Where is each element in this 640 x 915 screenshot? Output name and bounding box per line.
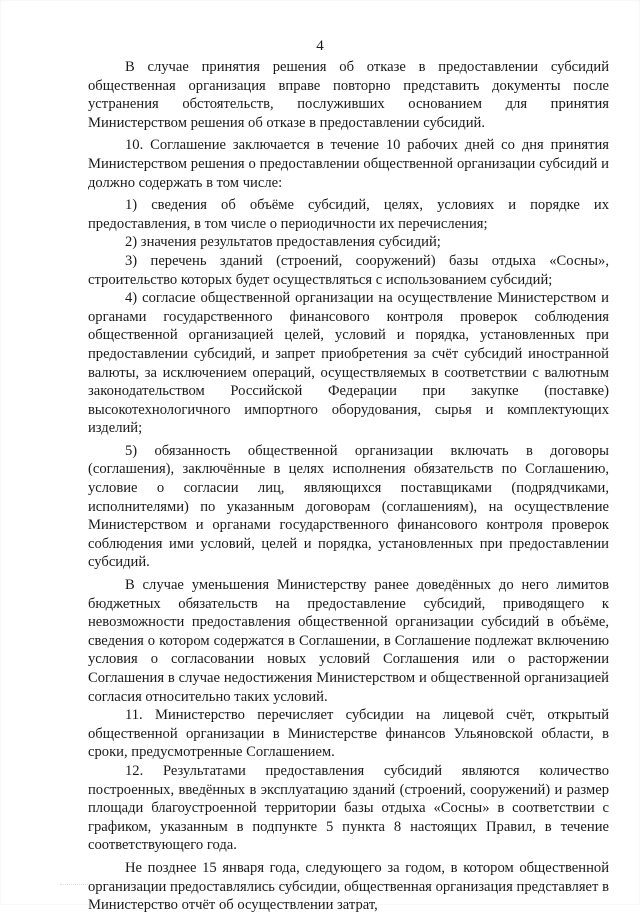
paragraph-refusal-resubmission: В случае принятия решения об отказе в предоставлении субсидий общественная организация вправе повторно представить документы после устранения обстоятельств, послуживших основанием для принятия Министерством решения об отказе в предоставлении субсидий. bbox=[88, 59, 609, 131]
document-body bbox=[88, 58, 609, 915]
paragraph-transfer-subsidies: 11. Министерство перечисляет субсидии на лицевой счёт, открытый общественной организации в Министерстве финансов Ульяновской области, в сроки, предусмотренные Соглашением. bbox=[88, 707, 609, 761]
paragraph-item-1: 1) сведения об объёме субсидий, целях, условиях и порядке их предоставления, в том числе о периодичности их перечисления; bbox=[88, 197, 609, 232]
paragraph-item-2: 2) значения результатов предоставления субсидий; bbox=[125, 234, 441, 251]
paragraph-agreement-term: 10. Соглашение заключается в течение 10 рабочих дней со дня принятия Министерством решения о предоставлении общественной организации субсидий и должно содержать в том числе: bbox=[88, 137, 609, 191]
scan-artifact-line bbox=[60, 884, 580, 885]
paragraph-item-3: 3) перечень зданий (строений, сооружений) базы отдыха «Сосны», строительство которых будет осуществляться с использованием субсидий; bbox=[88, 252, 609, 288]
paragraph-results: 12. Результатами предоставления субсидий являются количество построенных, введённых в эксплуатацию зданий (строений, сооружений) и размер площади благоустроенной территории базы отдыха «Сосны» в соответствии с графиком, указанным в подпункте 5 пункта 8 настоящих Правил, в течение соответствующего года. bbox=[88, 762, 609, 854]
paragraph-item-4: 4) согласие общественной организации на осуществление Министерством и органами государственного финансового контроля проверок соблюдения общественной организацией целей, условий и порядка, установленных при предоставлении субсидий, и запрет приобретения за счёт субсидий иностранной валюты, за исключением операций, осуществляемых в соответствии с валютным законодательством Российской Федерации при закупке (поставке) высокотехнологичного импортного оборудования, сырья и комплектующих изделий; bbox=[88, 290, 609, 437]
page-number: 4 bbox=[316, 38, 324, 54]
paragraph-limits-reduction: В случае уменьшения Министерству ранее доведённых до него лимитов бюджетных обязательств на предоставление субсидий, приводящего к невозможности предоставления общественной организации субсидий в объёме, сведения о котором содержатся в Соглашении, в Соглашение подлежат включению условия о согласовании новых условий Соглашения или о расторжении Соглашения в случае недостижения Министерством и общественной организацией согласия относительно таких условий. bbox=[88, 577, 609, 705]
paragraph-item-5: 5) обязанность общественной организации включать в договоры (соглашения), заключённые в целях исполнения обязательств по Соглашению, условие о согласии лиц, являющихся поставщиками (подрядчиками, исполнителями) по указанным договорам (соглашениям), на осуществление Министерством и органами государственного финансового контроля проверок соблюдения ими условий, целей и порядка, установленных при предоставлении субсидий. bbox=[88, 442, 609, 571]
paragraph-report-deadline: Не позднее 15 января года, следующего за годом, в котором общественной организации предоставлялись субсидии, общественная организация представляет в Министерство отчёт об осуществлении затрат, bbox=[88, 859, 609, 914]
